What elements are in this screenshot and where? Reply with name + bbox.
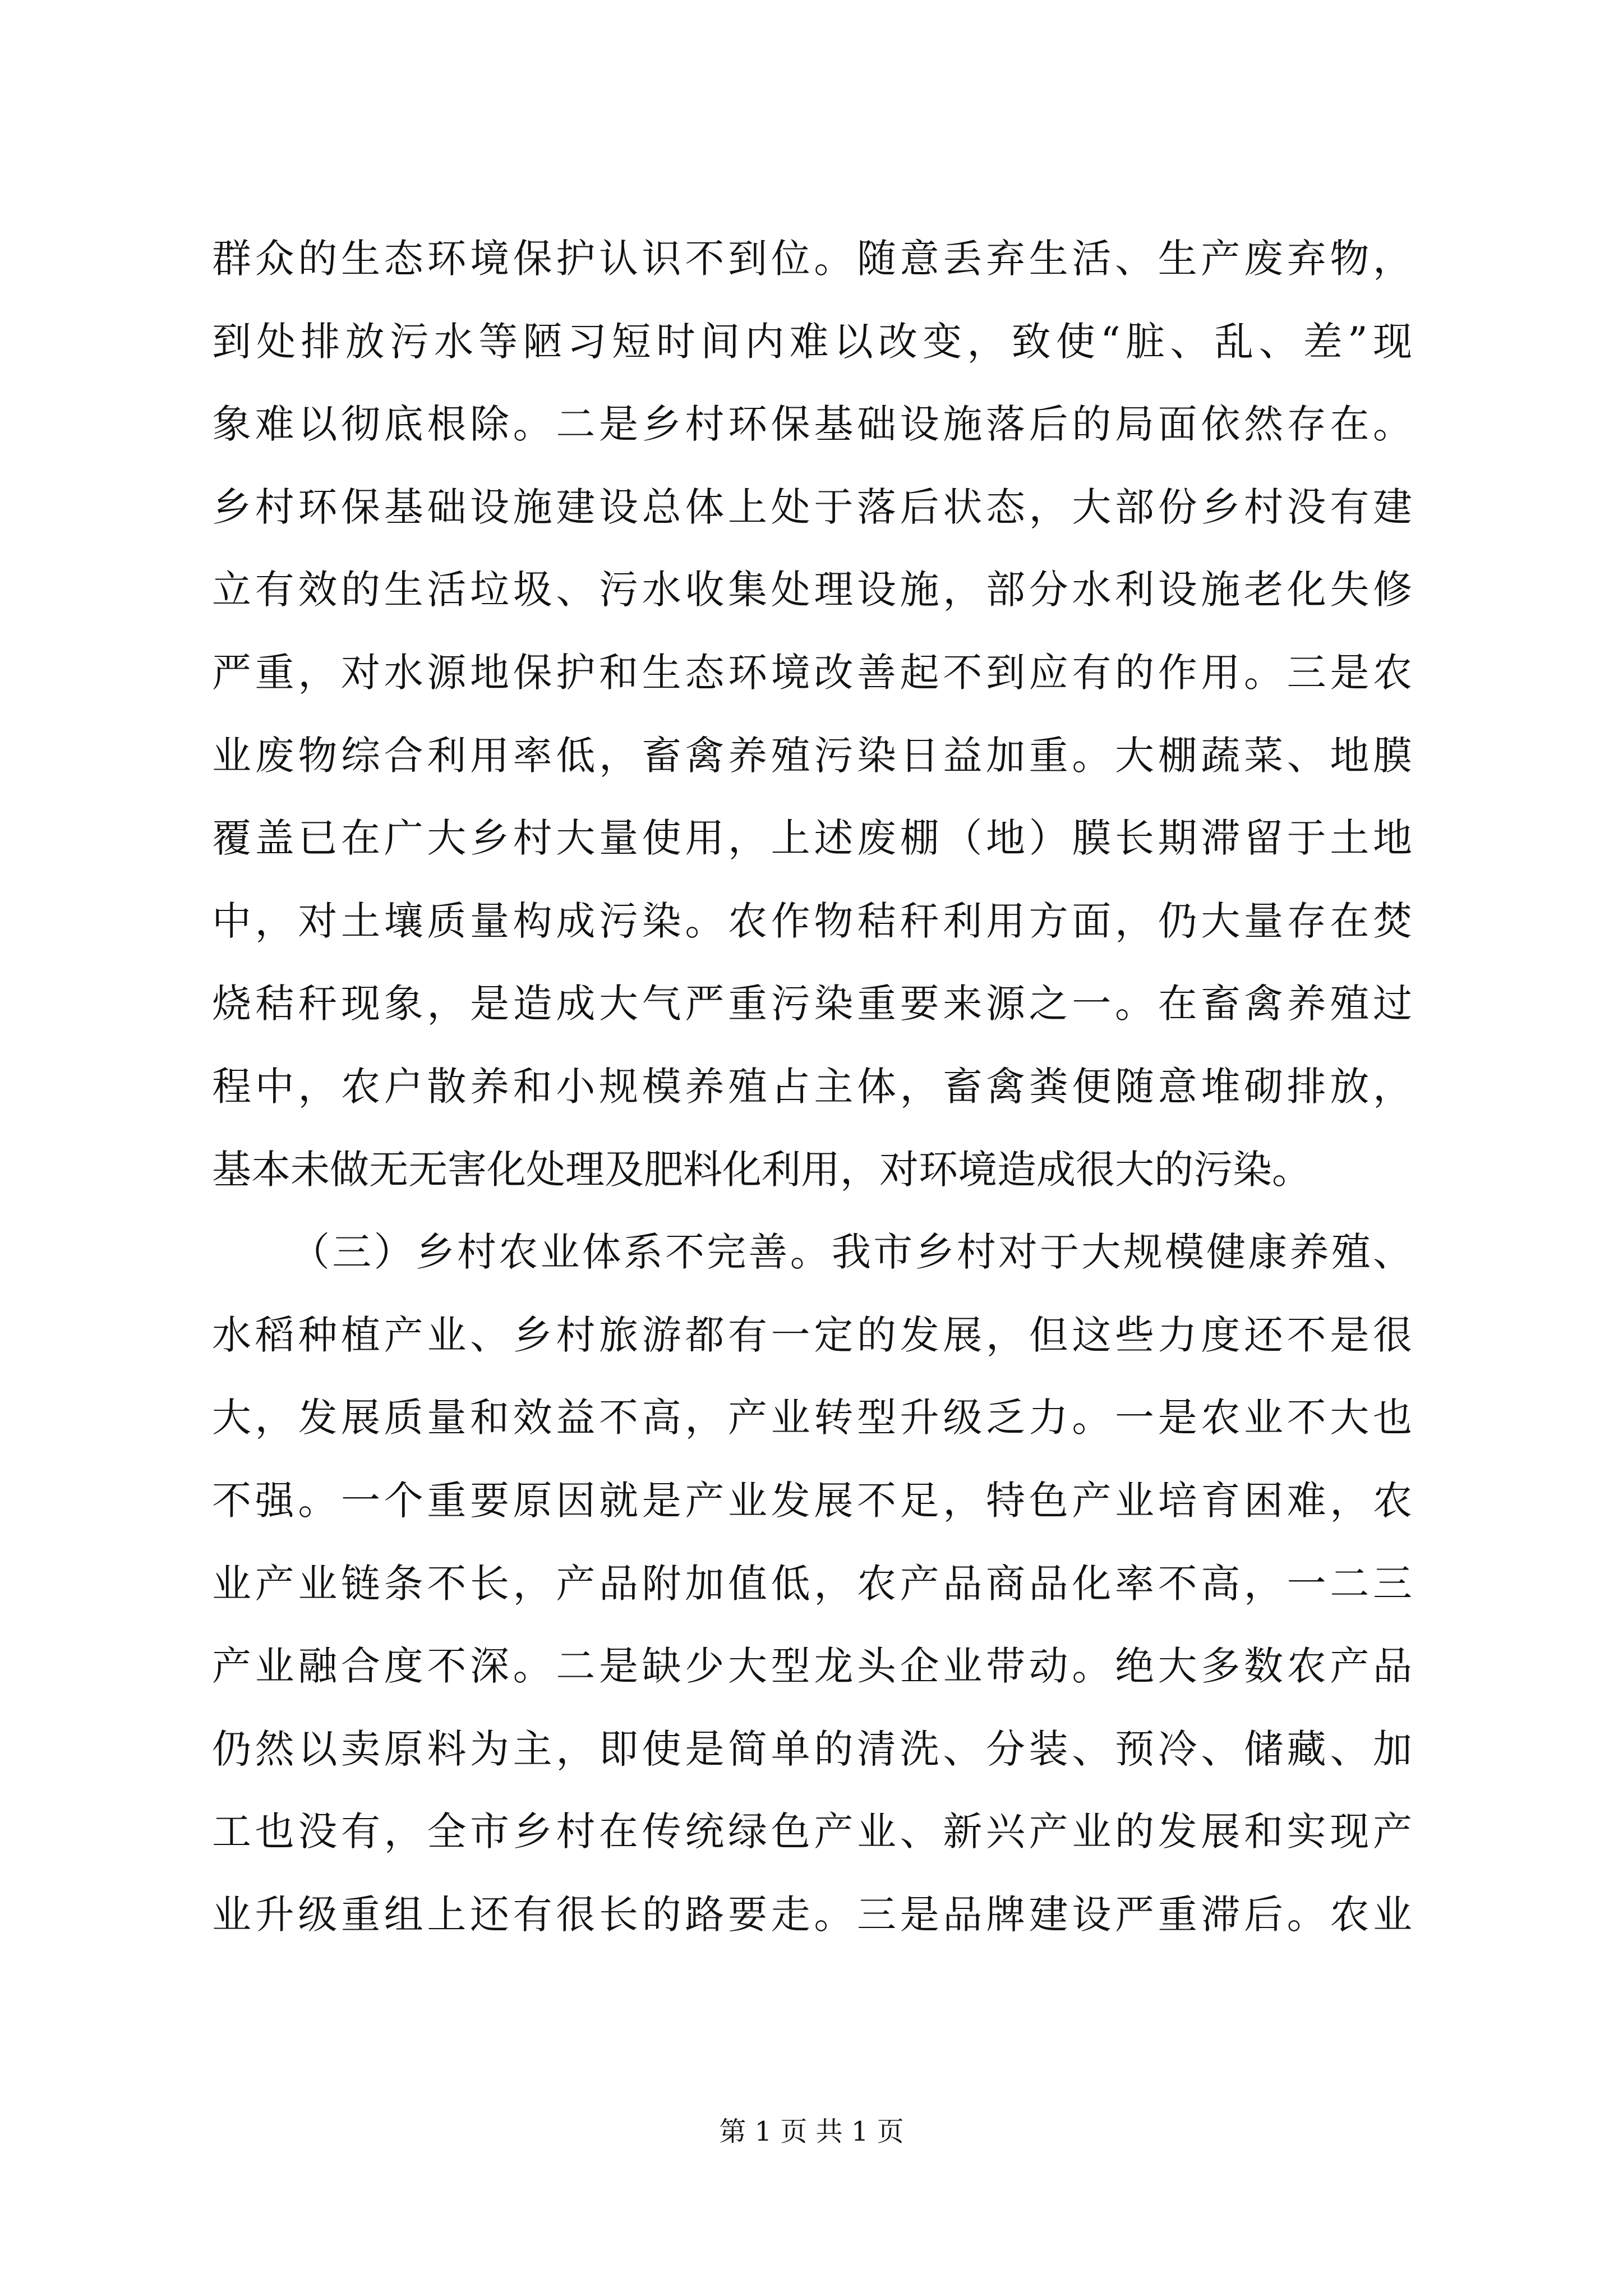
text-line: 产业融合度不深。二是缺少大型龙头企业带动。绝大多数农产品 <box>212 1643 1412 1690</box>
text-line: 中，对土壤质量构成污染。农作物秸秆利用方面，仍大量存在焚 <box>212 898 1412 944</box>
text-line: 基本未做无无害化处理及肥料化利用，对环境造成很大的污染。 <box>212 1146 1311 1193</box>
text-line: 乡村环保基础设施建设总体上处于落后状态，大部份乡村没有建 <box>212 484 1412 530</box>
text-line: 仍然以卖原料为主，即使是简单的清洗、分装、预冷、储藏、加 <box>212 1726 1412 1772</box>
text-line: 到处排放污水等陋习短时间内难以改变，致使“脏、乱、差”现 <box>212 318 1412 365</box>
text-line: 象难以彻底根除。二是乡村环保基础设施落后的局面依然存在。 <box>212 401 1412 448</box>
text-line: 水稻种植产业、乡村旅游都有一定的发展，但这些力度还不是很 <box>212 1312 1412 1358</box>
text-line: 烧秸秆现象，是造成大气严重污染重要来源之一。在畜禽养殖过 <box>212 981 1412 1027</box>
text-line: 程中，农户散养和小规模养殖占主体，畜禽粪便随意堆砌排放， <box>212 1063 1412 1110</box>
page-footer <box>0 2115 1623 2148</box>
text-line: 严重，对水源地保护和生态环境改善起不到应有的作用。三是农 <box>212 649 1412 696</box>
text-line: 业废物综合利用率低，畜禽养殖污染日益加重。大棚蔬菜、地膜 <box>212 732 1412 779</box>
text-line: 不强。一个重要原因就是产业发展不足，特色产业培育困难，农 <box>212 1477 1412 1524</box>
text-line: 业升级重组上还有很长的路要走。三是品牌建设严重滞后。农业 <box>212 1891 1412 1938</box>
section-heading-line: （三）乡村农业体系不完善。我市乡村对于大规模健康养殖、 <box>291 1229 1412 1276</box>
text-line: 立有效的生活垃圾、污水收集处理设施，部分水利设施老化失修 <box>212 567 1412 613</box>
body-text <box>212 218 1412 1956</box>
page-number: 第 1 页 共 1 页 <box>719 2116 904 2147</box>
text-line: 大，发展质量和效益不高，产业转型升级乏力。一是农业不大也 <box>212 1395 1412 1441</box>
text-line: 工也没有，全市乡村在传统绿色产业、新兴产业的发展和实现产 <box>212 1809 1412 1855</box>
text-line: 覆盖已在广大乡村大量使用，上述废棚（地）膜长期滞留于土地 <box>212 815 1412 862</box>
text-line: 业产业链条不长，产品附加值低，农产品商品化率不高，一二三 <box>212 1560 1412 1607</box>
text-line: 群众的生态环境保护认识不到位。随意丢弃生活、生产废弃物， <box>212 236 1412 282</box>
